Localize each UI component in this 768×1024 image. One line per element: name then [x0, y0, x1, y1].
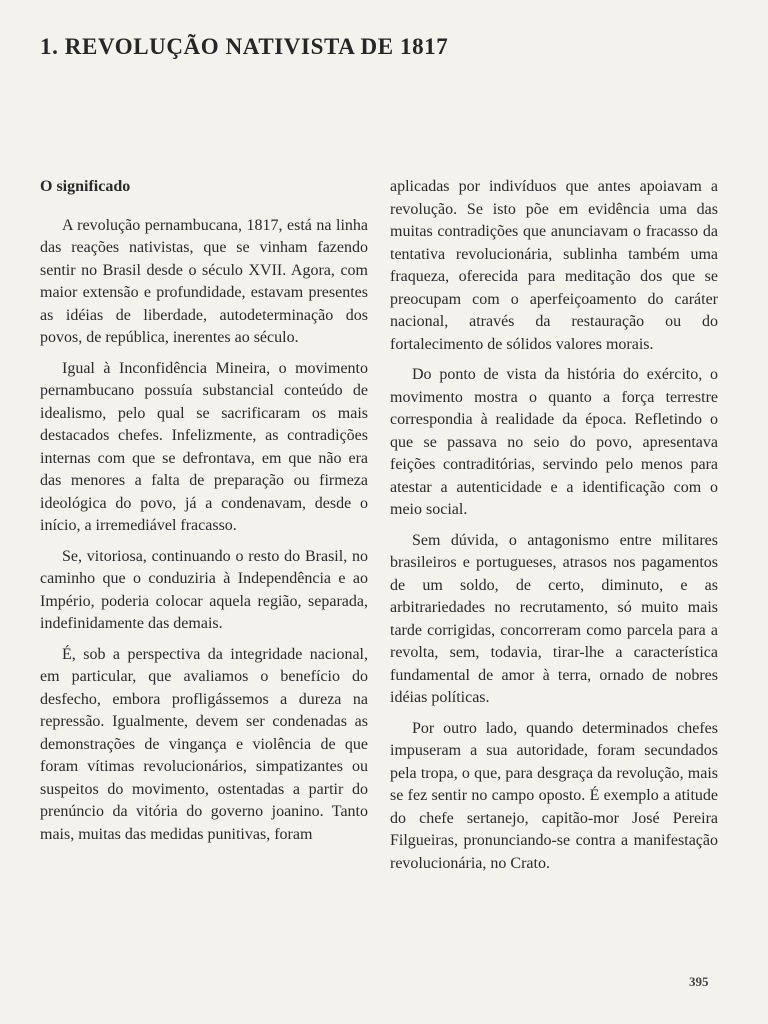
paragraph: Sem dúvida, o antagonismo entre militares brasileiros e portugueses, atrasos nos pagamentos de um soldo, de certo, diminuto, e as arbitrariedades no recrutamento, só muito mais tarde corrigidas, concorreram como parcela para a revolta, sem, todavia, tirar-lhe a característica fundamental de amor à terra, ornado de nobres idéias políticas. [390, 531, 718, 706]
right-column [390, 176, 718, 883]
paragraph-continuation: aplicadas por indivíduos que antes apoiavam a revolução. Se isto põe em evidência uma das muitas contradições que anunciavam o fracasso da tentativa revolucionária, sublinha também uma fraqueza, oferecida para meditação dos que se preocupam com o aperfeiçoamento do caráter nacional, através da restauração ou do fortalecimento de sólidos valores morais. [390, 178, 718, 353]
paragraph: A revolução pernambucana, 1817, está na linha das reações nativistas, que se vinham fazendo sentir no Brasil desde o século XVII. Agora, com maior extensão e profundidade, estavam presentes as idéias de liberdade, autodeterminação dos povos, de república, inerentes ao século. [40, 216, 368, 346]
paragraph: Igual à Inconfidência Mineira, o movimento pernambucano possuía substancial conteúdo de idealismo, pelo qual se sacrificaram os mais destacados chefes. Infelizmente, as contradições internas com que se defrontava, em que não era das menores a falta de preparação ou firmeza ideológica do povo, já a condenavam, desde o início, a irremediável fracasso. [40, 359, 368, 534]
paragraph: É, sob a perspectiva da integridade nacional, em particular, que avaliamos o benefício do desfecho, embora profligássemos a dureza na repressão. Igualmente, devem ser condenadas as demonstrações de vingança e violência de que foram vítimas revolucionários, simpatizantes ou suspeitos do movimento, ostentadas a partir do prenúncio da vitória do governo joanino. Tanto mais, muitas das medidas punitivas, foram [40, 645, 368, 843]
left-column [40, 176, 368, 854]
paragraph: Por outro lado, quando determinados chefes impuseram a sua autoridade, foram secundados pela tropa, o que, para desgraça da revolução, mais se fez sentir no campo oposto. É exemplo a atitude do chefe sertanejo, capitão-mor José Pereira Filgueiras, pronunciando-se contra a manifestação revolucionária, no Crato. [390, 719, 718, 872]
page-title: 1. REVOLUÇÃO NATIVISTA DE 1817 [40, 34, 449, 59]
page-number: 395 [689, 974, 709, 989]
section-heading: O significado [40, 178, 131, 195]
paragraph: Se, vitoriosa, continuando o resto do Brasil, no caminho que o conduziria à Independência e ao Império, poderia colocar aquela região, separada, indefinidamente das demais. [40, 547, 368, 632]
paragraph: Do ponto de vista da história do exército, o movimento mostra o quanto a força terrestre correspondia à realidade da época. Refletindo o que se passava no seio do povo, apresentava feições contraditórias, servindo pelo menos para atestar a autenticidade e a identificação com o meio social. [390, 366, 718, 518]
